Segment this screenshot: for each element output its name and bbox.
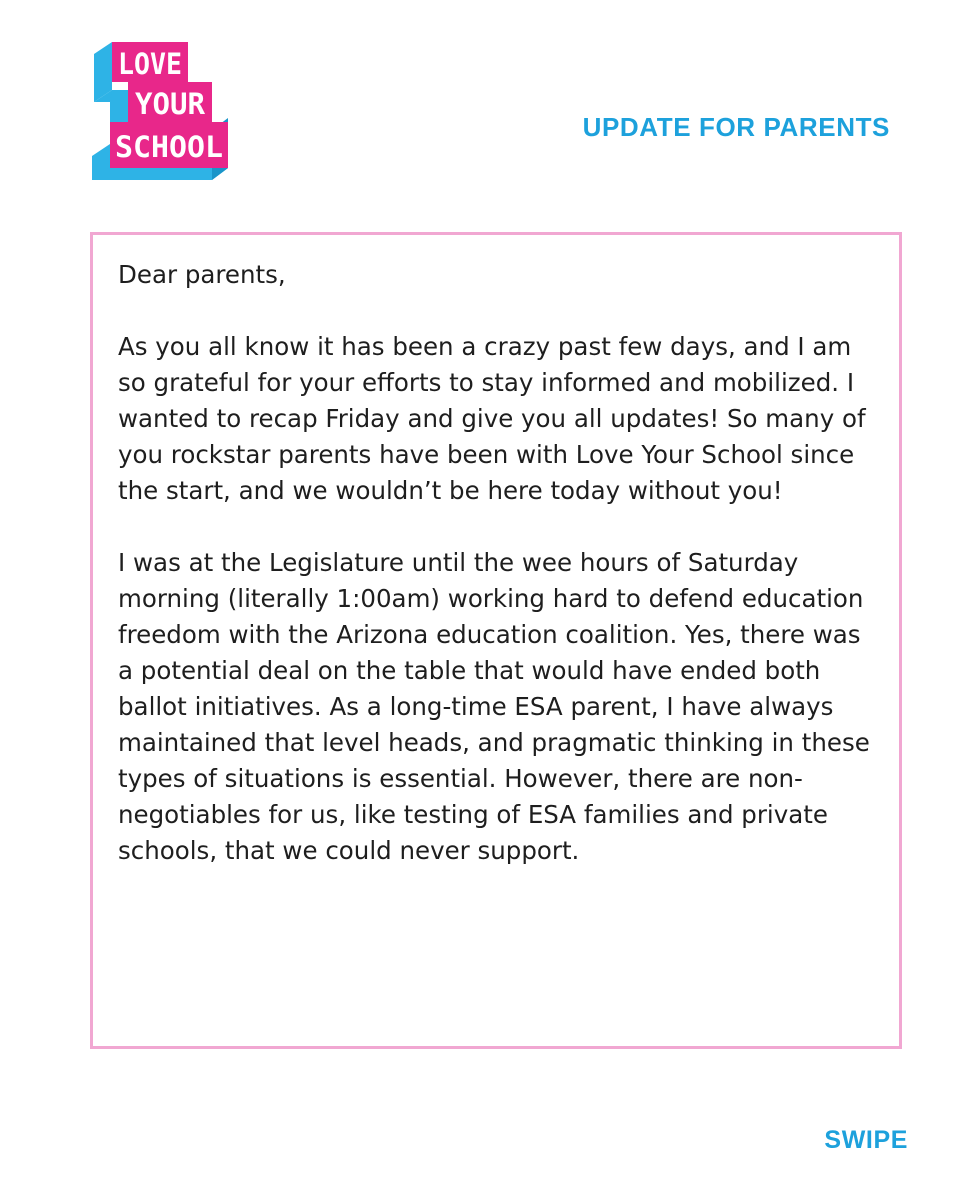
update-for-parents-heading: UPDATE FOR PARENTS xyxy=(582,112,890,142)
letter-greeting: Dear parents, xyxy=(118,260,286,289)
love-your-school-logo xyxy=(88,38,234,184)
logo-line-your: YOUR xyxy=(135,87,206,121)
letter-paragraph-2: I was at the Legislature until the wee hours of Saturday morning (literally 1:00am) working hard to defend education freedom with the Arizona education coalition. Yes, there was a potential deal on the table that would have ended both ballot initiatives. As a long-time ESA parent, I have always maintained that level heads, and pragmatic thinking in these types of situations is essential. However, there are non-negotiables for us, like testing of ESA families and private schools, that we could never support. xyxy=(118,548,870,865)
logo-line-love: LOVE xyxy=(118,47,182,81)
logo-line-school: SCHOOL xyxy=(115,130,223,164)
letter-card xyxy=(90,232,902,1049)
swipe-label[interactable]: SWIPE xyxy=(824,1126,908,1154)
letter-paragraph-1: As you all know it has been a crazy past few days, and I am so grateful for your efforts to stay informed and mobilized. I wanted to recap Friday and give you all updates! So many of you rockstar parents have been with Love Your School since the start, and we wouldn’t be here today without you! xyxy=(118,332,866,505)
